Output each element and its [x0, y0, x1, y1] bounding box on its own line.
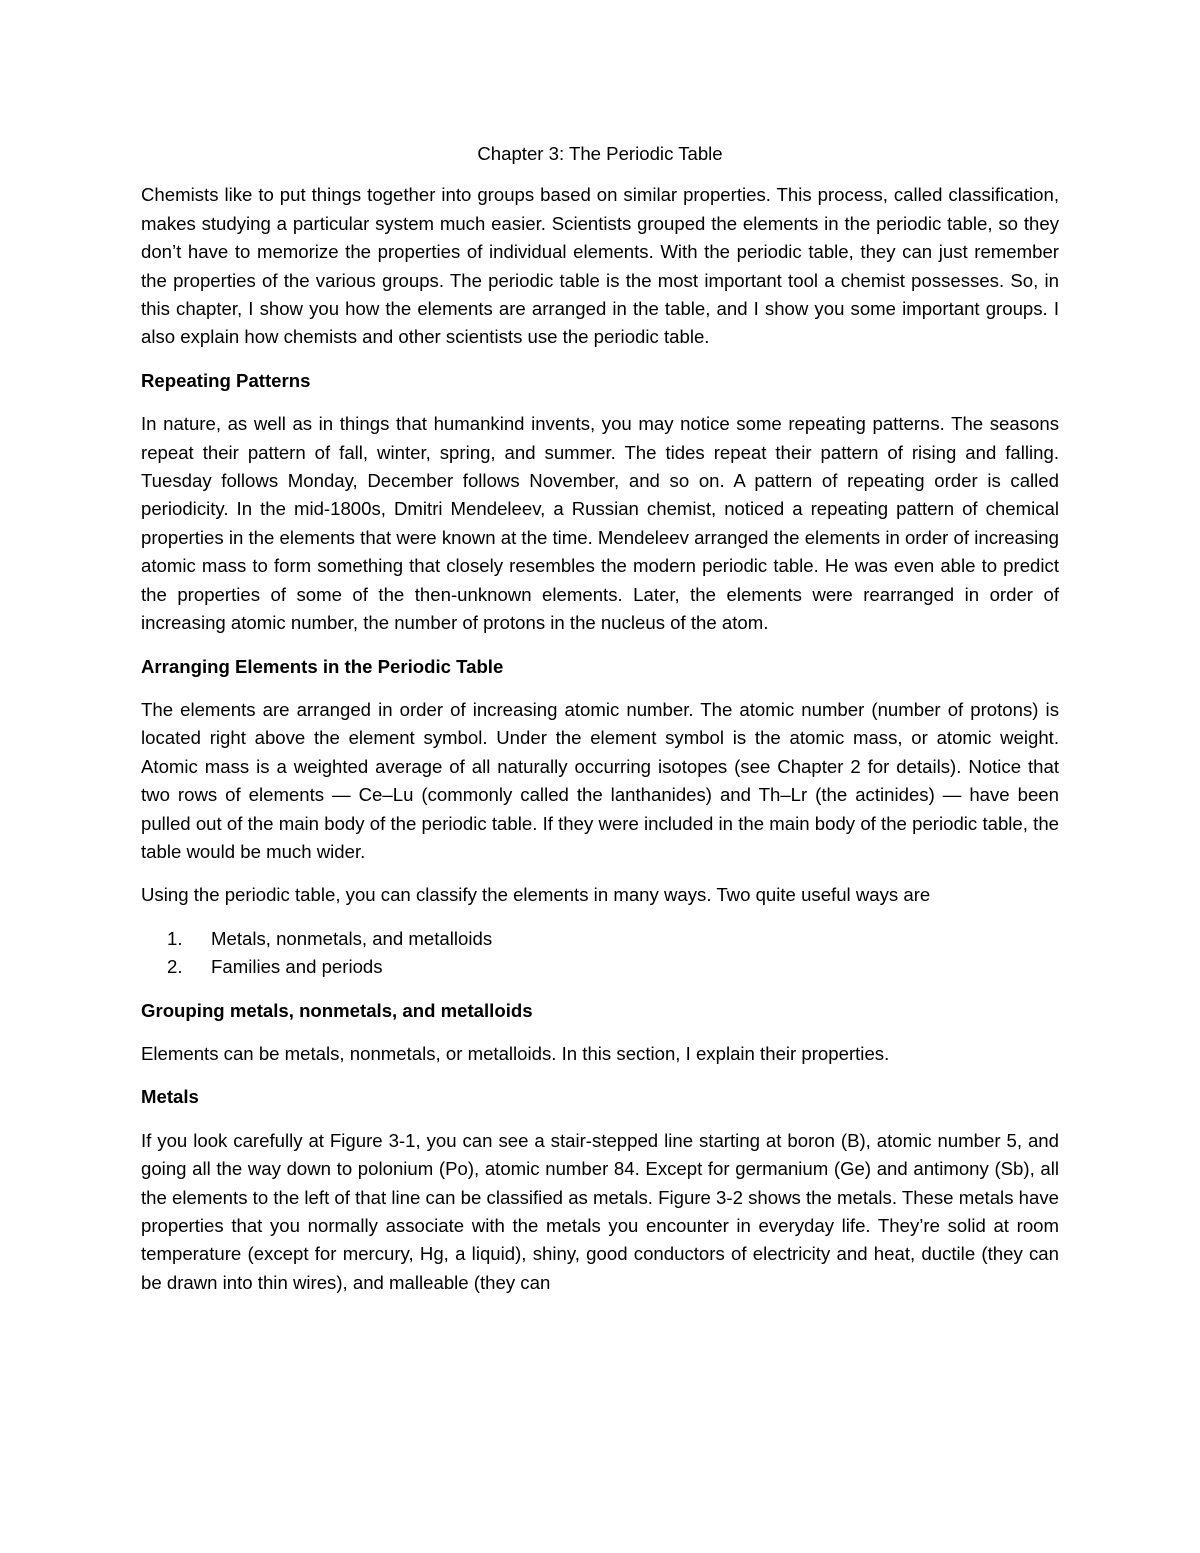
- grouping-paragraph: Elements can be metals, nonmetals, or metalloids. In this section, I explain their properties.: [141, 1042, 890, 1064]
- classification-intro-paragraph: Using the periodic table, you can classify the elements in many ways. Two quite useful ways are: [141, 884, 931, 906]
- list-item: [141, 953, 1059, 981]
- arranging-elements-paragraph: The elements are arranged in order of increasing atomic number. The atomic number (number of protons) is located right above the element symbol. Under the element symbol is the atomic mass, or atomic weight. Atomic mass is a weighted average of all naturally occurring isotopes (see Chapter 2 for details). Notice that two rows of elements — Ce–Lu (commonly called the lanthanides) and Th–Lr (the actinides) — have been pulled out of the main body of the periodic table. If they were included in the main body of the periodic table, the table would be much wider.: [141, 698, 1059, 862]
- metals-paragraph: If you look carefully at Figure 3-1, you can see a stair-stepped line starting at boron (B), atomic number 5, and going all the way down to polonium (Po), atomic number 84. Except for germanium (Ge) and antimony (Sb), all the elements to the left of that line can be classified as metals. Figure 3-2 shows the metals. These metals have properties that you normally associate with the metals you encounter in everyday life. They’re solid at room temperature (except for mercury, Hg, a liquid), shiny, good conductors of electricity and heat, ductile (they can be drawn into thin wires), and malleable (they can: [141, 1129, 1059, 1293]
- page-title: Chapter 3: The Periodic Table: [477, 143, 723, 164]
- list-item-text: Families and periods: [211, 956, 383, 978]
- classification-list: [141, 925, 1059, 982]
- list-item-text: Metals, nonmetals, and metalloids: [211, 927, 493, 949]
- intro-paragraph: Chemists like to put things together into groups based on similar properties. This process, called classification, makes studying a particular system much easier. Scientists grouped the elements in the periodic table, so they don’t have to memorize the properties of individual elements. With the periodic table, they can just remember the properties of the various groups. The periodic table is the most important tool a chemist possesses. So, in this chapter, I show you how the elements are arranged in the table, and I show you some important groups. I also explain how chemists and other scientists use the periodic table.: [141, 184, 1059, 348]
- heading-metals: Metals: [141, 1086, 199, 1108]
- heading-repeating-patterns: Repeating Patterns: [141, 369, 311, 391]
- document-page: [141, 140, 1059, 1312]
- list-item-number: 2.: [167, 956, 183, 978]
- repeating-patterns-paragraph: In nature, as well as in things that humankind invents, you may notice some repeating patterns. The seasons repeat their pattern of fall, winter, spring, and summer. The tides repeat their pattern of rising and falling. Tuesday follows Monday, December follows November, and so on. A pattern of repeating order is called periodicity. In the mid-1800s, Dmitri Mendeleev, a Russian chemist, noticed a repeating pattern of chemical properties in the elements that were known at the time. Mendeleev arranged the elements in order of increasing atomic mass to form something that closely resembles the modern periodic table. He was even able to predict the properties of some of the then-unknown elements. Later, the elements were rearranged in order of increasing atomic number, the number of protons in the nucleus of the atom.: [141, 413, 1059, 634]
- list-item: [141, 925, 1059, 953]
- heading-grouping: Grouping metals, nonmetals, and metalloids: [141, 999, 533, 1021]
- heading-arranging-elements: Arranging Elements in the Periodic Table: [141, 655, 504, 677]
- list-item-number: 1.: [167, 927, 183, 949]
